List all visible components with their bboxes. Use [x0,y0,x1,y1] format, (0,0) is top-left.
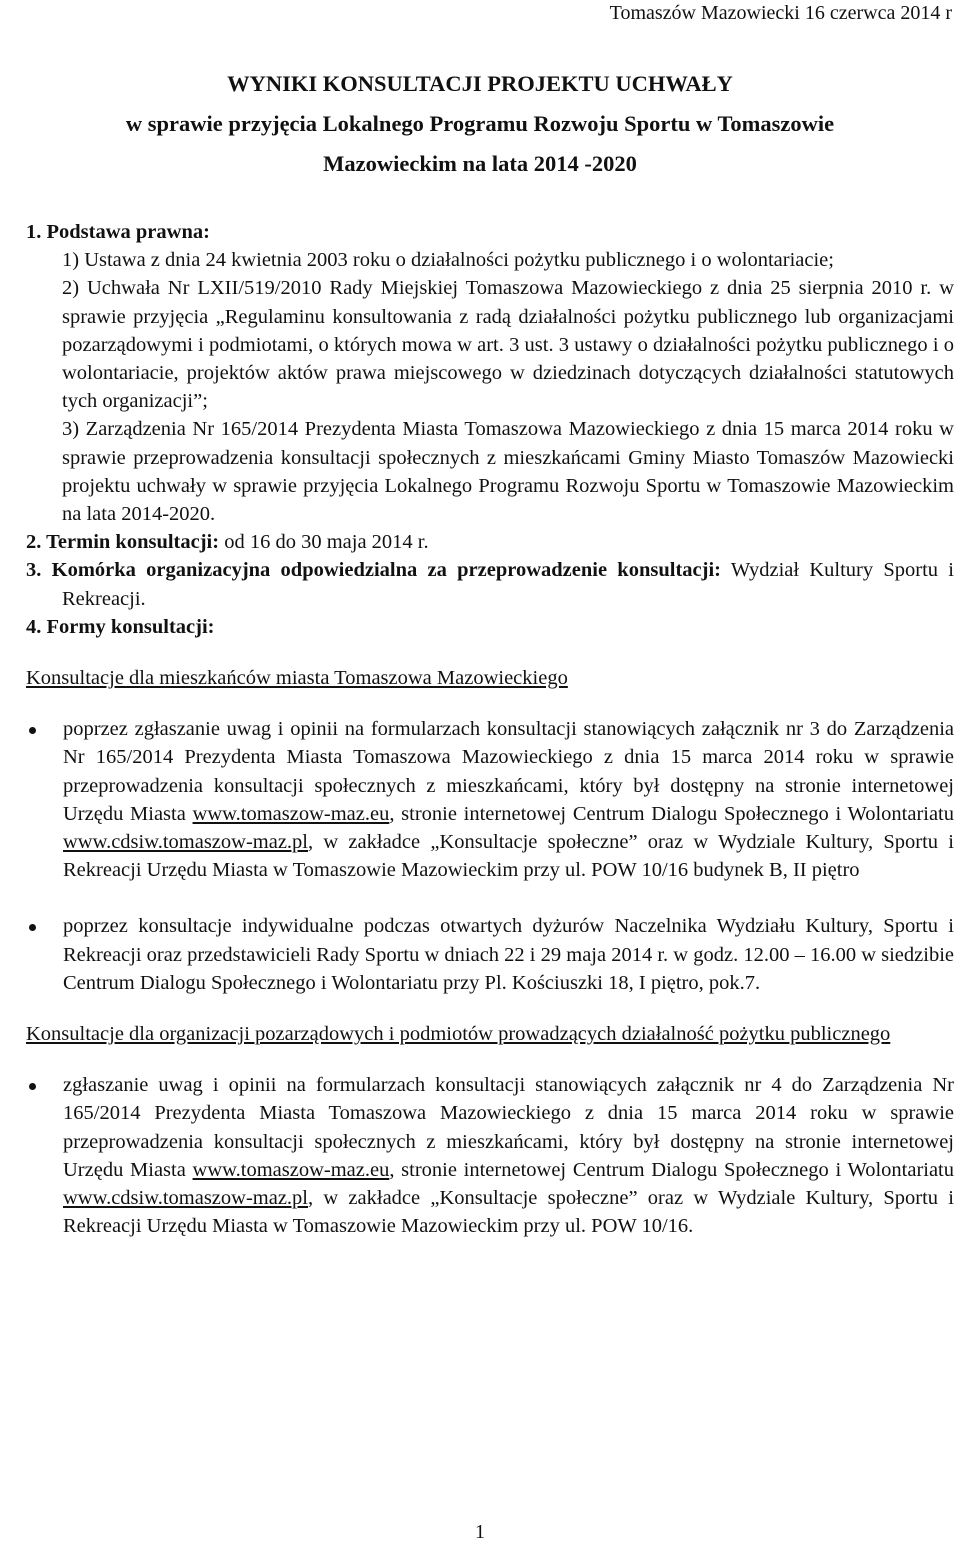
section-3-value: Wydział Kultury Sportu i Rekreacji. [62,559,954,610]
title-line-3: Mazowieckim na lata 2014 -2020 [323,151,637,176]
document-title [0,64,960,184]
list-item-text: poprzez konsultacje indywidualne podczas otwartych dyżurów Naczelnika Wydziału Kultury, Sportu i Rekreacji oraz przedstawicieli Rady Sportu w dniach 22 i 29 maja 2014 r. w godz. 12.00 – 16.00 w siedzibie Centrum Dialogu Społecznego i Wolontariatu przy Pl. Kościuszki 18, I piętro, pok.7. [63,915,954,994]
title-line-1: WYNIKI KONSULTACJI PROJEKTU UCHWAŁY [227,71,733,96]
link-cdsiw[interactable]: www.cdsiw.tomaszow-maz.pl [63,831,308,854]
bullet-icon [29,1083,36,1090]
legal-basis-item-2: 2) Uchwała Nr LXII/519/2010 Rady Miejskiej Tomaszowa Mazowieckiego z dnia 25 sierpnia 2010 r. w sprawie przyjęcia „Regulaminu konsultowania z radą działalności pożytku publicznego lub organizacjami pozarządowymi i podmiotami, o których mowa w art. 3 ust. 3 ustawy o działalności pożytku publicznego i o wolontariacie, projektów aktów prawa miejscowego w dziedzinach dotyczących działalności statutowych tych organizacji”; [62,277,954,413]
list-item-text: , stronie internetowej Centrum Dialogu Społecznego i Wolontariatu [389,1158,955,1181]
section-2-label: 2. Termin konsultacji: [26,531,220,554]
group-2-list [26,1071,954,1240]
group-2-title: Konsultacje dla organizacji pozarządowych i podmiotów prowadzących działalność pożytku publicznego [26,1023,891,1046]
list-item-text: , stronie internetowej Centrum Dialogu Społecznego i Wolontariatu [389,802,955,825]
link-tomaszow-maz[interactable]: www.tomaszow-maz.eu [192,802,390,825]
link-tomaszow-maz[interactable]: www.tomaszow-maz.eu [192,1158,390,1181]
document-date: Tomaszów Mazowiecki 16 czerwca 2014 r [609,2,952,24]
group-1-title: Konsultacje dla mieszkańców miasta Tomaszowa Mazowieckiego [26,667,568,690]
section-2-value: od 16 do 30 maja 2014 r. [219,531,429,554]
list-item [26,1071,954,1240]
bullet-icon [29,924,36,931]
bullet-icon [29,727,36,734]
legal-basis-item-3: 3) Zarządzenia Nr 165/2014 Prezydenta Miasta Tomaszowa Mazowieckiego z dnia 15 marca 2014 roku w sprawie przeprowadzenia konsultacji społecznych z mieszkańcami Gminy Miasto Tomaszów Mazowiecki projektu uchwały w sprawie przyjęcia Lokalnego Programu Rozwoju Sportu w Tomaszowie Mazowieckim na lata 2014-2020. [62,418,954,526]
list-item [26,715,954,884]
document-body [26,218,954,1241]
legal-basis-item-1: 1) Ustawa z dnia 24 kwietnia 2003 roku o działalności pożytku publicznego i o wolontariacie; [62,249,834,272]
list-item [26,912,954,997]
list-item-text: zgłaszanie uwag i opinii na formularzach konsultacji stanowiących załącznik nr 4 do Zarządzenia Nr 165/2014 Prezydenta Miasta Tomaszowa Mazowieckiego z dnia 15 marca 2014 roku w sprawie przeprowadzenia konsultacji społecznych z mieszkańcami, który był dostępny na stronie internetowej Urzędu Miasta [63,1074,954,1181]
section-4-heading: 4. Formy konsultacji: [26,615,215,638]
section-2 [26,528,954,556]
section-1-heading: 1. Podstawa prawna: [26,221,210,243]
group-1-list [26,715,954,997]
list-item-text: poprzez zgłaszanie uwag i opinii na formularzach konsultacji stanowiących załącznik nr 3 do Zarządzenia Nr 165/2014 Prezydenta Miasta Tomaszowa Mazowieckiego z dnia 15 marca 2014 roku w sprawie przeprowadzenia konsultacji społecznych z mieszkańcami, który był dostępny na stronie internetowej Urzędu Miasta [63,718,954,825]
section-3-label: 3. Komórka organizacyjna odpowiedzialna za przeprowadzenie konsultacji: [26,559,721,582]
section-3 [26,556,954,612]
title-line-2: w sprawie przyjęcia Lokalnego Programu Rozwoju Sportu w Tomaszowie [125,111,835,136]
list-item-text: , w zakładce „Konsultacje społeczne” oraz w Wydziale Kultury, Sportu i Rekreacji Urzędu Miasta w Tomaszowie Mazowieckim przy ul. POW 10/16 budynek B, II piętro [63,831,954,882]
list-item-text: , w zakładce „Konsultacje społeczne” oraz w Wydziale Kultury, Sportu i Rekreacji Urzędu Miasta w Tomaszowie Mazowieckim przy ul. POW 10/16. [63,1187,954,1238]
link-cdsiw[interactable]: www.cdsiw.tomaszow-maz.pl [63,1187,308,1210]
page-number: 1 [475,1521,485,1543]
